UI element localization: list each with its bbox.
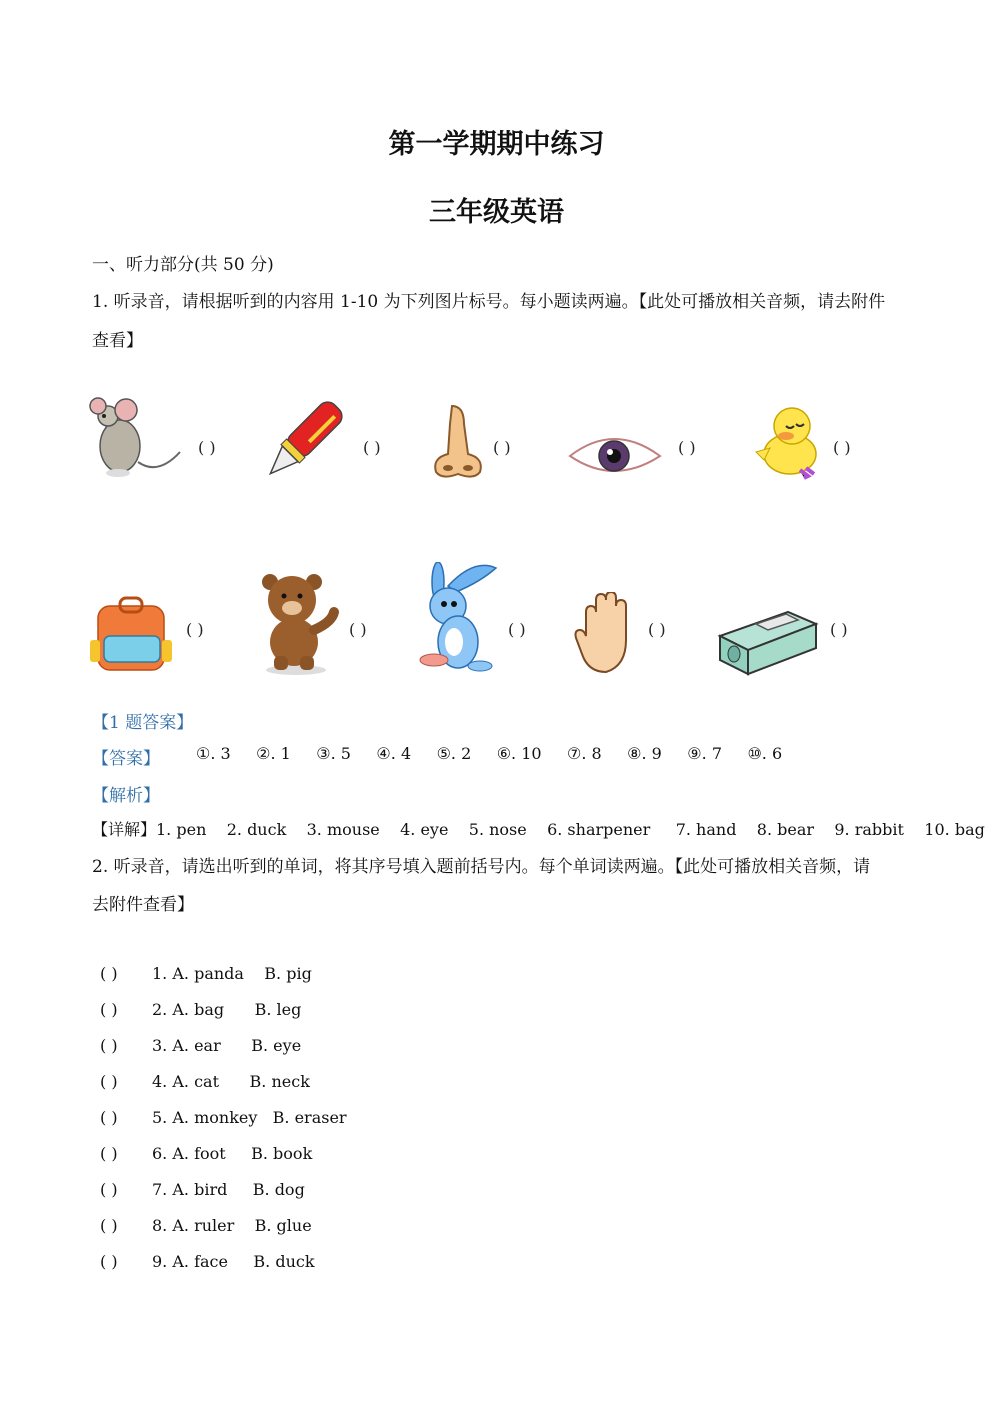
q2-instruction-line1: 2. 听录音，请选出听到的单词，将其序号填入题前括号内。每个单词读两遍。【此处可播放相关音频，请 <box>92 857 871 877</box>
answer-paren[interactable]: ( ) <box>100 1108 118 1127</box>
list-item <box>100 1180 305 1199</box>
answer-paren[interactable]: ( ) <box>100 1180 118 1199</box>
pen-icon <box>262 396 348 482</box>
answer-paren[interactable]: ( ) <box>100 1072 118 1091</box>
blank-6[interactable]: ( ) <box>186 620 204 639</box>
option-text: 5. A. monkey B. eraser <box>152 1108 347 1127</box>
option-text: 4. A. cat B. neck <box>152 1072 310 1091</box>
blank-1[interactable]: ( ) <box>198 438 216 457</box>
answer-paren[interactable]: ( ) <box>100 1000 118 1019</box>
answer-item: ⑧. 9 <box>627 744 662 763</box>
list-item <box>100 1144 312 1163</box>
answer-paren[interactable]: ( ) <box>100 1252 118 1271</box>
answer-item: ⑩. 6 <box>747 744 783 763</box>
option-text: 6. A. foot B. book <box>152 1144 313 1163</box>
answer-header: 【1 题答案】 <box>92 713 194 733</box>
answer-paren[interactable]: ( ) <box>100 1036 118 1055</box>
q2-instruction-line2: 去附件查看】 <box>92 895 194 915</box>
answer-item: ⑥. 10 <box>496 744 542 763</box>
answer-item: ③. 5 <box>316 744 351 763</box>
section-heading: 一、听力部分(共 50 分) <box>92 255 274 275</box>
blank-5[interactable]: ( ) <box>833 438 851 457</box>
answer-label: 【答案】 <box>92 749 160 769</box>
answer-list <box>196 744 782 763</box>
blank-2[interactable]: ( ) <box>363 438 381 457</box>
list-item <box>100 1252 315 1271</box>
sharpener-icon <box>716 594 822 676</box>
blank-7[interactable]: ( ) <box>349 620 367 639</box>
answer-item: ④. 4 <box>376 744 412 763</box>
q1-instruction-line2: 查看】 <box>92 331 143 351</box>
answer-item: ⑤. 2 <box>436 744 472 763</box>
answer-paren[interactable]: ( ) <box>100 1144 118 1163</box>
detail-line: 【详解】1. pen 2. duck 3. mouse 4. eye 5. nose 6. sharpener 7. hand 8. bear 9. rabbit 10. bag <box>92 820 985 839</box>
page-subtitle: 三年级英语 <box>429 197 564 228</box>
option-text: 9. A. face B. duck <box>152 1252 315 1271</box>
eye-icon <box>566 430 664 480</box>
blank-10[interactable]: ( ) <box>830 620 848 639</box>
answer-paren[interactable]: ( ) <box>100 1216 118 1235</box>
page-title: 第一学期期中练习 <box>388 129 605 160</box>
option-text: 3. A. ear B. eye <box>152 1036 302 1055</box>
bag-icon <box>90 596 176 676</box>
duck-icon <box>752 404 822 480</box>
blank-3[interactable]: ( ) <box>493 438 511 457</box>
blank-8[interactable]: ( ) <box>508 620 526 639</box>
answer-item: ①. 3 <box>196 744 231 763</box>
analysis-label: 【解析】 <box>92 786 160 806</box>
option-text: 2. A. bag B. leg <box>152 1000 302 1019</box>
q1-instruction-line1: 1. 听录音，请根据听到的内容用 1-10 为下列图片标号。每小题读两遍。【此处可播放相关音频，请去附件 <box>92 292 886 312</box>
option-text: 1. A. panda B. pig <box>152 964 312 983</box>
blank-9[interactable]: ( ) <box>648 620 666 639</box>
mouse-icon <box>88 396 184 480</box>
option-text: 7. A. bird B. dog <box>152 1180 305 1199</box>
blank-4[interactable]: ( ) <box>678 438 696 457</box>
bear-icon <box>256 572 340 676</box>
list-item <box>100 1000 301 1019</box>
rabbit-icon <box>418 562 500 676</box>
list-item <box>100 1108 347 1127</box>
list-item <box>100 964 312 983</box>
answer-paren[interactable]: ( ) <box>100 964 118 983</box>
hand-icon <box>574 592 636 676</box>
list-item <box>100 1216 312 1235</box>
answer-item: ⑨. 7 <box>687 744 722 763</box>
answer-item: ⑦. 8 <box>567 744 602 763</box>
nose-icon <box>430 404 486 480</box>
list-item <box>100 1072 310 1091</box>
option-text: 8. A. ruler B. glue <box>152 1216 312 1235</box>
answer-item: ②. 1 <box>256 744 291 763</box>
list-item <box>100 1036 301 1055</box>
